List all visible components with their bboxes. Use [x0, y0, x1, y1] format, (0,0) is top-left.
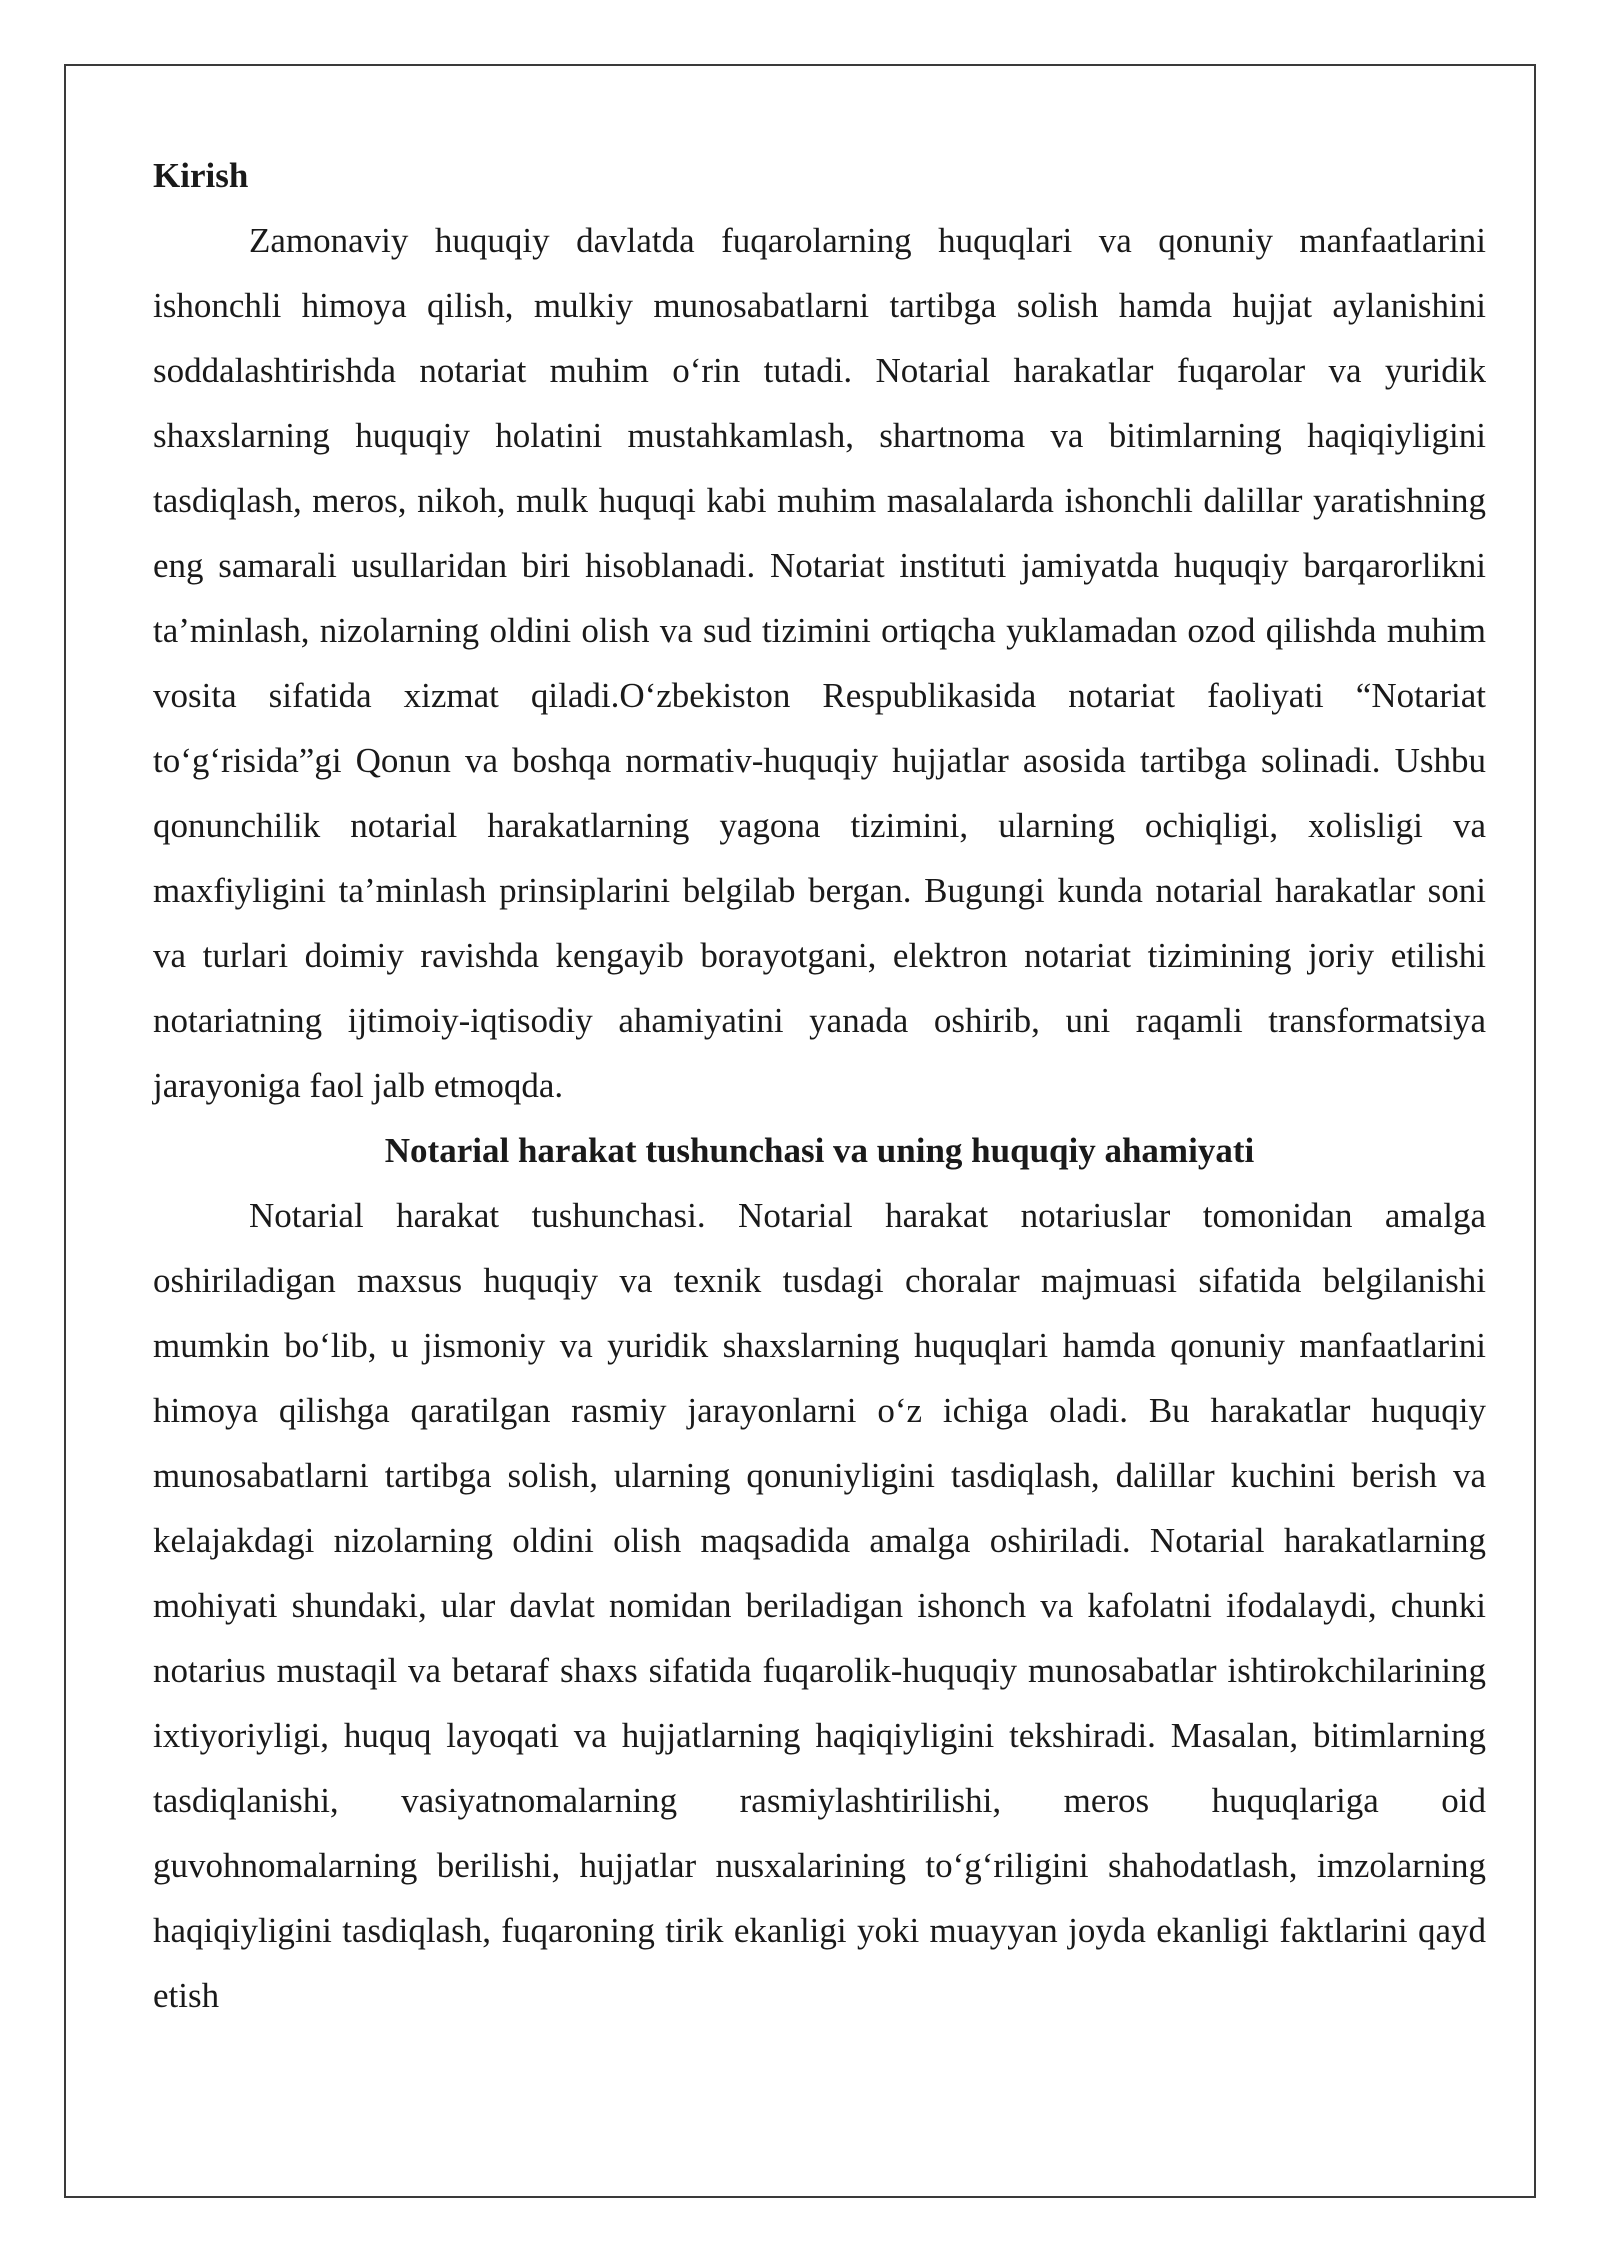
section-heading: Notarial harakat tushunchasi va uning huquqiy ahamiyati: [384, 1131, 1255, 1170]
section-paragraph: Notarial harakat tushunchasi. Notarial harakat notariuslar tomonidan amalga oshiriladigan maxsus huquqiy va texnik tusdagi choralar majmuasi sifatida belgilanishi mumkin bo‘lib, u jismoniy va yuridik shaxslarning huquqlari hamda qonuniy manfaatlarini himoya qilishga qaratilgan rasmiy jarayonlarni o‘z ichiga oladi. Bu harakatlar huquqiy munosabatlarni tartibga solish, ularning qonuniyligini tasdiqlash, dalillar kuchini berish va kelajakdagi nizolarning oldini olish maqsadida amalga oshiriladi. Notarial harakatlarning mohiyati shundaki, ular davlat nomidan beriladigan ishonch va kafolatni ifodalaydi, chunki notarius mustaqil va betaraf shaxs sifatida fuqarolik-huquqiy munosabatlar ishtirokchilarining ixtiyoriyligi, huquq layoqati va hujjatlarning haqiqiyligini tekshiradi. Masalan, bitimlarning tasdiqlanishi, vasiyatnomalarning rasmiylashtirilishi, meros huquqlariga oid guvohnomalarning berilishi, hujjatlar nusxalarining to‘g‘riligini shahodatlash, imzolarning haqiqiyligini tasdiqlash, fuqaroning tirik ekanligi yoki muayyan joyda ekanligi faktlarini qayd etish: [153, 1196, 1486, 2015]
intro-heading: Kirish: [153, 156, 249, 195]
document-body: [153, 143, 1486, 2028]
intro-paragraph: Zamonaviy huquqiy davlatda fuqarolarning huquqlari va qonuniy manfaatlarini ishonchli himoya qilish, mulkiy munosabatlarni tartibga solish hamda hujjat aylanishini soddalashtirishda notariat muhim o‘rin tutadi. Notarial harakatlar fuqarolar va yuridik shaxslarning huquqiy holatini mustahkamlash, shartnoma va bitimlarning haqiqiyligini tasdiqlash, meros, nikoh, mulk huquqi kabi muhim masalalarda ishonchli dalillar yaratishning eng samarali usullaridan biri hisoblanadi. Notariat instituti jamiyatda huquqiy barqarorlikni ta’minlash, nizolarning oldini olish va sud tizimini ortiqcha yuklamadan ozod qilishda muhim vosita sifatida xizmat qiladi.O‘zbekiston Respublikasida notariat faoliyati “Notariat to‘g‘risida”gi Qonun va boshqa normativ-huquqiy hujjatlar asosida tartibga solinadi. Ushbu qonunchilik notarial harakatlarning yagona tizimini, ularning ochiqligi, xolisligi va maxfiyligini ta’minlash prinsiplarini belgilab bergan. Bugungi kunda notarial harakatlar soni va turlari doimiy ravishda kengayib borayotgani, elektron notariat tizimining joriy etilishi notariatning ijtimoiy-iqtisodiy ahamiyatini yanada oshirib, uni raqamli transformatsiya jarayoniga faol jalb etmoqda.: [153, 221, 1486, 1105]
